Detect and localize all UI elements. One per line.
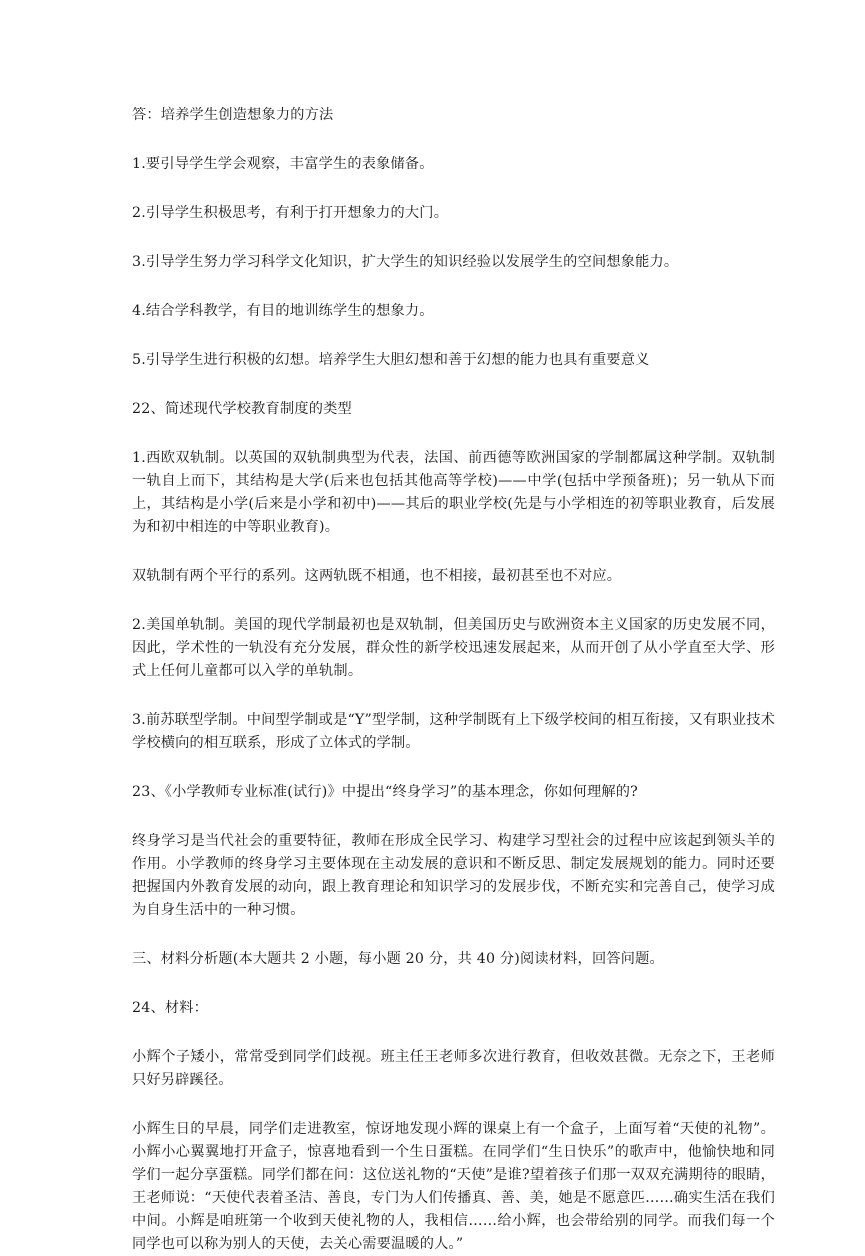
method-item-1: 1.要引导学生学会观察，丰富学生的表象储备。	[132, 156, 434, 172]
material-paragraph-2: 小辉生日的早晨，同学们走进教室，惊讶地发现小辉的课桌上有一个盒子，上面写着“天使的礼物”。小辉小心翼翼地打开盒子，惊喜地看到一个生日蛋糕。在同学们“生日快乐”的歌声中，他愉快地和同学们一起分享蛋糕。同学们都在问：这位送礼物的“天使”是谁?望着孩子们那一双双充满期待的眼睛，王老师说：“天使代表着圣洁、善良，专门为人们传播真、善、美，她是不愿意匹……确实生活在我们中间。小辉是咱班第一个收到天使礼物的人，我相信……给小辉，也会带给别的同学。而我们每一个同学也可以称为别人的天使，去关心需要温暖的人。”	[132, 1121, 775, 1252]
section-3-heading: 三、材料分析题(本大题共 2 小题，每小题 20 分，共 40 分)阅读材料，回答问题。	[132, 951, 664, 967]
method-item-5: 5.引导学生进行积极的幻想。培养学生大胆幻想和善于幻想的能力也具有重要意义	[132, 352, 650, 368]
question-22: 22、简述现代学校教育制度的类型	[132, 401, 352, 417]
method-item-3: 3.引导学生努力学习科学文化知识，扩大学生的知识经验以发展学生的空间想象能力。	[132, 254, 679, 270]
method-item-4: 4.结合学科教学，有目的地训练学生的想象力。	[132, 303, 434, 319]
question-23: 23、《小学教师专业标准(试行)》中提出“终身学习”的基本理念，你如何理解的?	[132, 784, 638, 800]
answer-22-soviet: 3.前苏联型学制。中间型学制或是“Y”型学制，这种学制既有上下级学校间的相互衔接，又有职业技术学校横向的相互联系，形成了立体式的学制。	[132, 712, 775, 751]
answer-heading: 答：培养学生创造想象力的方法	[132, 107, 334, 123]
answer-23: 终身学习是当代社会的重要特征，教师在形成全民学习、构建学习型社会的过程中应该起到领头羊的作用。小学教师的终身学习主要体现在主动发展的意识和不断反思、制定发展规划的能力。同时还要把握国内外教育发展的动向，跟上教育理论和知识学习的发展步伐，不断充实和完善自己，使学习成为自身生活中的一种习惯。	[132, 833, 775, 918]
question-24-label: 24、材料：	[132, 1000, 209, 1016]
answer-22-dual-track-note: 双轨制有两个平行的系列。这两轨既不相通，也不相接，最初甚至也不对应。	[132, 568, 622, 584]
method-item-2: 2.引导学生积极思考，有利于打开想象力的大门。	[132, 205, 449, 221]
answer-22-western-europe: 1.西欧双轨制。以英国的双轨制典型为代表，法国、前西德等欧洲国家的学制都属这种学制。双轨制一轨自上而下，其结构是大学(后来也包括其他高等学校)——中学(包括中学预备班)；另一轨从下而上，其结构是小学(后来是小学和初中)——其后的职业学校(先是与小学相连的初等职业教育，后发展为和初中相连的中等职业教育)。	[132, 450, 775, 535]
material-paragraph-1: 小辉个子矮小，常常受到同学们歧视。班主任王老师多次进行教育，但收效甚微。无奈之下，王老师只好另辟蹊径。	[132, 1049, 775, 1088]
answer-22-usa: 2.美国单轨制。美国的现代学制最初也是双轨制，但美国历史与欧洲资本主义国家的历史发展不同，因此，学术性的一轨没有充分发展，群众性的新学校迅速发展起来，从而开创了从小学直至大学、形式上任何儿童都可以入学的单轨制。	[132, 617, 775, 679]
